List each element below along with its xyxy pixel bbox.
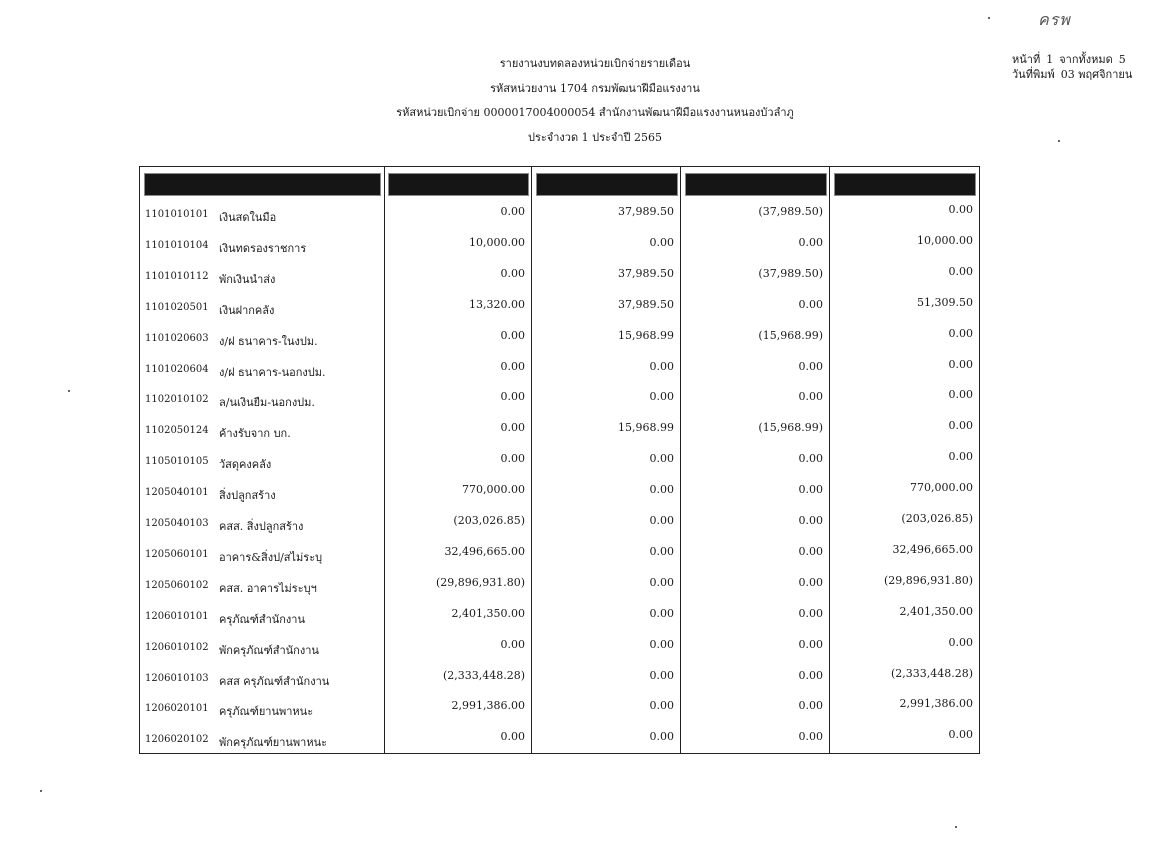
account-name: พักครุภัณฑ์ยานพาหนะ xyxy=(219,736,328,750)
closing-balance: (203,026.85) xyxy=(901,512,973,525)
opening-balance: 10,000.00 xyxy=(469,235,525,249)
debit-amount: 37,989.50 xyxy=(618,297,674,311)
account-name: ง/ฝ ธนาคาร-นอกงปม. xyxy=(219,365,326,379)
table-row xyxy=(140,666,979,700)
credit-amount: (15,968.99) xyxy=(758,421,823,435)
debit-amount: 0.00 xyxy=(649,575,674,589)
account-code: 1206020102 xyxy=(145,734,209,746)
opening-balance: (203,026.85) xyxy=(453,514,525,527)
account-code: 1101010101 xyxy=(145,209,209,220)
credit-amount: 0.00 xyxy=(798,390,823,404)
credit-amount: 0.00 xyxy=(798,699,823,713)
account-name: คสส. อาคารไม่ระบุฯ xyxy=(219,581,317,595)
credit-amount: 0.00 xyxy=(798,637,823,651)
debit-amount: 0.00 xyxy=(649,483,674,497)
closing-balance: 0.00 xyxy=(948,419,973,433)
opening-balance: 0.00 xyxy=(500,390,525,404)
page-number-line xyxy=(1012,52,1138,67)
credit-amount: 0.00 xyxy=(798,730,823,744)
closing-balance: (2,333,448.28) xyxy=(890,666,973,680)
table-row xyxy=(140,604,979,638)
account-code: 1101020501 xyxy=(145,301,209,313)
closing-balance: 2,401,350.00 xyxy=(899,604,973,618)
table-row xyxy=(140,295,979,329)
account-name: ครุภัณฑ์สำนักงาน xyxy=(219,612,305,626)
closing-balance: 770,000.00 xyxy=(910,481,973,495)
table-row xyxy=(140,205,979,236)
period-line: ประจำงวด 1 ประจำปี 2565 xyxy=(528,130,662,144)
credit-amount: (15,968.99) xyxy=(758,328,823,342)
scan-speck xyxy=(1058,140,1060,142)
closing-balance: 51,309.50 xyxy=(917,295,973,309)
account-name: วัสดุคงคลัง xyxy=(219,458,272,472)
credit-amount: (37,989.50) xyxy=(758,205,823,218)
account-name: พักเงินนำส่ง xyxy=(219,272,276,286)
closing-balance: 0.00 xyxy=(948,635,973,649)
table-row xyxy=(140,573,979,607)
debit-amount: 0.00 xyxy=(649,730,674,744)
closing-balance: 2,991,386.00 xyxy=(899,697,973,711)
closing-balance: 10,000.00 xyxy=(917,233,973,247)
closing-balance: 0.00 xyxy=(948,388,973,402)
credit-amount: 0.00 xyxy=(798,452,823,466)
header-redacted-col4 xyxy=(834,173,976,196)
closing-balance: 0.00 xyxy=(948,450,973,464)
debit-amount: 0.00 xyxy=(649,452,674,466)
opening-balance: 13,320.00 xyxy=(469,297,525,311)
account-code: 1105010105 xyxy=(145,456,209,468)
closing-balance: 0.00 xyxy=(948,326,973,340)
closing-balance: 32,496,665.00 xyxy=(892,542,973,556)
opening-balance: 0.00 xyxy=(500,730,525,744)
account-name: เงินฝากคลัง xyxy=(219,303,275,317)
closing-balance: (29,896,931.80) xyxy=(883,573,973,587)
debit-amount: 0.00 xyxy=(649,637,674,651)
table-row xyxy=(140,452,979,483)
header-redacted-col1 xyxy=(388,173,529,196)
account-code: 1205060102 xyxy=(145,579,209,591)
report-title: รายงานงบทดลองหน่วยเบิกจ่ายรายเดือน xyxy=(499,57,691,70)
table-row xyxy=(140,390,979,421)
opening-balance: (2,333,448.28) xyxy=(442,668,525,682)
credit-amount: 0.00 xyxy=(798,359,823,373)
table-row xyxy=(140,514,979,545)
table-row xyxy=(140,421,979,452)
debit-amount: 15,968.99 xyxy=(618,421,674,435)
account-code: 1102050124 xyxy=(145,425,209,437)
opening-balance: 32,496,665.00 xyxy=(444,544,525,558)
print-date-label: วันที่พิมพ์ xyxy=(1012,68,1055,81)
table-row xyxy=(140,357,979,391)
disbursement-unit-line: รหัสหน่วยเบิกจ่าย 0000017004000054 สำนักงานพัฒนาฝีมือแรงงานหนองบัวลำภู xyxy=(396,106,794,119)
header-redacted-col3 xyxy=(685,173,827,196)
closing-balance: 0.00 xyxy=(948,357,973,371)
scan-speck xyxy=(40,790,42,792)
opening-balance: 0.00 xyxy=(500,266,525,280)
credit-amount: 0.00 xyxy=(798,514,823,527)
page-label: หน้าที่ xyxy=(1012,53,1041,66)
account-name: เงินสดในมือ xyxy=(219,211,277,224)
account-code: 1101010112 xyxy=(145,270,209,282)
account-code: 1102010102 xyxy=(145,394,209,406)
account-name: อาคาร&สิ่งป/สไม่ระบุ xyxy=(219,550,323,564)
account-code: 1206010102 xyxy=(145,641,209,653)
opening-balance: 770,000.00 xyxy=(462,483,525,497)
closing-balance: 0.00 xyxy=(948,728,973,742)
page-info xyxy=(1012,52,1138,82)
opening-balance: 0.00 xyxy=(500,421,525,435)
account-name: ค้างรับจาก บก. xyxy=(219,427,291,441)
credit-amount: 0.00 xyxy=(798,606,823,620)
table-row xyxy=(140,635,979,669)
debit-amount: 0.00 xyxy=(649,359,674,373)
debit-amount: 15,968.99 xyxy=(618,328,674,342)
header-redacted-col2 xyxy=(536,173,678,196)
account-name: คสส ครุภัณฑ์สำนักงาน xyxy=(219,674,330,688)
debit-amount: 37,989.50 xyxy=(618,266,674,280)
account-code: 1206010101 xyxy=(145,610,209,622)
debit-amount: 37,989.50 xyxy=(618,205,674,218)
total-pages: 5 xyxy=(1118,53,1126,66)
scan-speck xyxy=(988,17,990,19)
account-name: ล/นเงินยืม-นอกงปม. xyxy=(219,396,315,410)
opening-balance: 0.00 xyxy=(500,205,525,218)
closing-balance: 0.00 xyxy=(948,264,973,278)
account-name: สิ่งปลูกสร้าง xyxy=(219,489,276,503)
opening-balance: 2,991,386.00 xyxy=(451,699,525,713)
page-number: 1 xyxy=(1046,53,1054,66)
header-redacted-account xyxy=(144,173,381,196)
credit-amount: 0.00 xyxy=(798,575,823,589)
debit-amount: 0.00 xyxy=(649,235,674,249)
scan-speck xyxy=(68,390,70,392)
table-row xyxy=(140,542,979,576)
account-code: 1101010104 xyxy=(145,239,209,251)
debit-amount: 0.00 xyxy=(649,606,674,620)
table-row xyxy=(140,264,979,298)
table-row xyxy=(140,483,979,514)
table-row xyxy=(140,326,979,360)
credit-amount: 0.00 xyxy=(798,544,823,558)
account-code: 1101020603 xyxy=(145,332,209,344)
account-name: พักครุภัณฑ์สำนักงาน xyxy=(219,643,319,657)
credit-amount: (37,989.50) xyxy=(758,266,823,280)
account-code: 1206020101 xyxy=(145,703,209,715)
account-name: เงินทดรองราชการ xyxy=(219,241,307,255)
account-name: ครุภัณฑ์ยานพาหนะ xyxy=(219,705,314,719)
agency-code-line: รหัสหน่วยงาน 1704 กรมพัฒนาฝีมือแรงงาน xyxy=(490,81,700,95)
opening-balance: 0.00 xyxy=(500,452,525,466)
account-name: คสส. สิ่งปลูกสร้าง xyxy=(219,520,304,533)
opening-balance: 0.00 xyxy=(500,328,525,342)
credit-amount: 0.00 xyxy=(798,668,823,682)
debit-amount: 0.00 xyxy=(649,544,674,558)
handwritten-note: ครพ xyxy=(1038,10,1071,29)
account-name: ง/ฝ ธนาคาร-ในงปม. xyxy=(219,334,318,348)
closing-balance: 0.00 xyxy=(948,203,973,216)
opening-balance: 0.00 xyxy=(500,359,525,373)
table-row xyxy=(140,233,979,267)
total-label: จากทั้งหมด xyxy=(1059,53,1113,66)
debit-amount: 0.00 xyxy=(649,699,674,713)
opening-balance: 2,401,350.00 xyxy=(451,606,525,620)
opening-balance: (29,896,931.80) xyxy=(435,575,525,589)
credit-amount: 0.00 xyxy=(798,483,823,497)
table-row xyxy=(140,699,979,730)
print-date: 03 พฤศจิกายน xyxy=(1060,68,1133,81)
trial-balance-table xyxy=(139,166,980,754)
table-row xyxy=(140,730,979,761)
debit-amount: 0.00 xyxy=(649,514,674,527)
debit-amount: 0.00 xyxy=(649,390,674,404)
report-header xyxy=(300,52,890,150)
credit-amount: 0.00 xyxy=(798,297,823,311)
opening-balance: 0.00 xyxy=(500,637,525,651)
account-code: 1206010103 xyxy=(145,672,209,684)
account-code: 1101020604 xyxy=(145,363,209,375)
debit-amount: 0.00 xyxy=(649,668,674,682)
account-code: 1205040103 xyxy=(145,518,209,529)
credit-amount: 0.00 xyxy=(798,235,823,249)
account-code: 1205040101 xyxy=(145,487,209,499)
account-code: 1205060101 xyxy=(145,548,209,560)
scan-speck xyxy=(955,826,957,828)
print-date-line xyxy=(1012,67,1138,82)
